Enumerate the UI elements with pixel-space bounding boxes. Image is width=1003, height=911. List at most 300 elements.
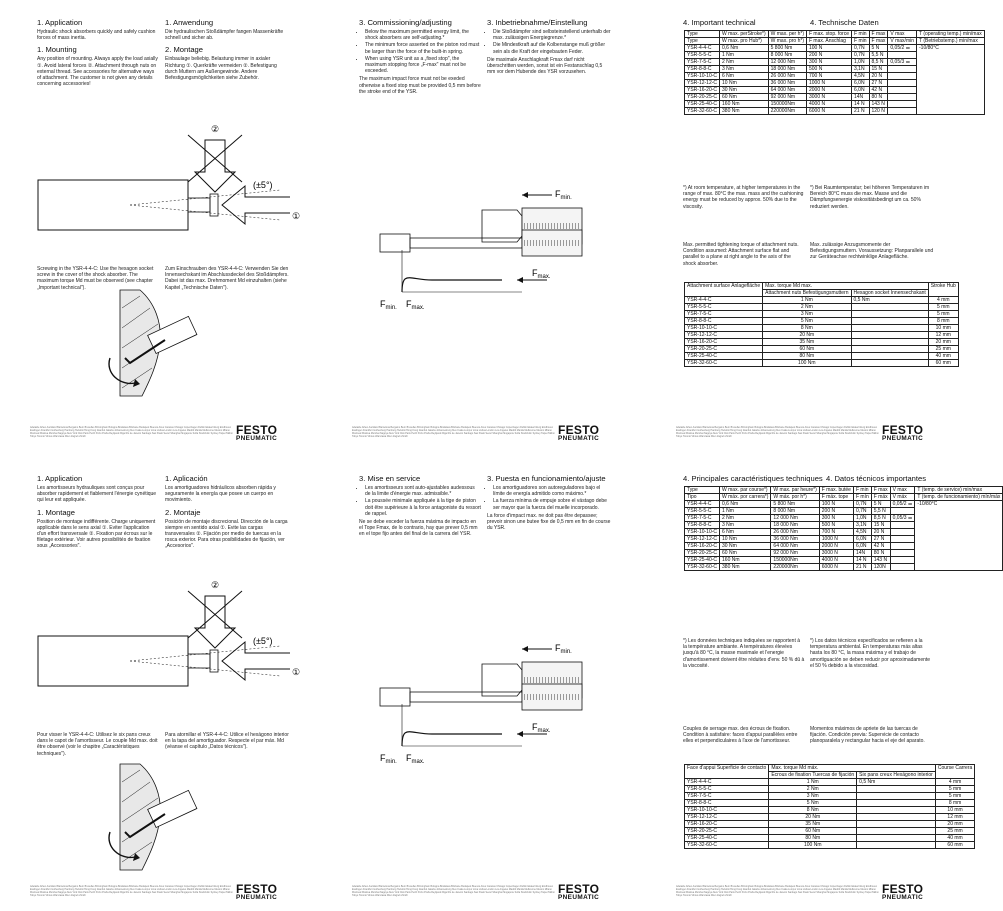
p6-tt-cell-nuts: 3 Nm: [769, 793, 857, 800]
p3-tt-cell-hex: [851, 304, 928, 311]
p1-montage-title: 2. Montage: [165, 45, 203, 55]
p2-bullet-en-1: • The minimum force asserted on the piston rod must be larger than the force of the built-in spring.: [365, 42, 481, 54]
p5-bullet-fr-0: • Les amortisseurs sont auto-ajustables audessous de la limite d'énergie max. admissible.*: [365, 485, 481, 497]
p6-cell-w-stroke: 160 Nm: [720, 557, 771, 564]
p1-num-axial: ①: [292, 211, 301, 221]
p3-title-de: 4. Technische Daten: [810, 18, 879, 27]
p3-cell-f-max: 42 N: [869, 87, 888, 94]
p5-fmin-arrowhead: [522, 646, 528, 652]
p6-cell-w-stroke: 2 Nm: [720, 515, 771, 522]
p5-title-es: 3. Puesta en funcionamiento/ajuste: [487, 474, 606, 483]
p4-aplicacion-title: 1. Aplicación: [165, 474, 208, 483]
p3-cell-v-max: [888, 94, 917, 101]
p3-tt-cell-type: YSR-7-5-C: [685, 311, 763, 318]
p3-cell-f-max: 120 N: [869, 108, 888, 115]
p2-force-diagram: [372, 180, 612, 320]
p3-tech-table: [684, 30, 985, 115]
p6-tt-cell-type: YSR-5-5-C: [685, 786, 769, 793]
p2-fmin-bottom-sub: min.: [385, 305, 397, 311]
p6-tt-h2b: Six pans creux Hexágono interior: [857, 772, 936, 779]
p3-cell-f-max: 15 N: [869, 66, 888, 73]
p3-cell-w-stroke: 2 Nm: [720, 59, 769, 66]
p3-cell-f-stop: 4000 N: [806, 101, 851, 108]
p6-cell-f-stop: 700 N: [819, 529, 853, 536]
p3-th-type: Type: [685, 31, 720, 38]
p3-tt-cell-hex: [851, 339, 928, 346]
table-row: [685, 45, 985, 52]
p6-torque-es: Momentos máximos de apriete de las tuercas de fijación. Condición previa: Supervicie de contacto planoparalela y rectangular hacia el eje del aparato.: [810, 726, 925, 745]
p3-cell-v-max: [888, 66, 917, 73]
p5-lower-rod: [410, 692, 522, 702]
p3-tt-cell-type: YSR-20-25-C: [685, 346, 763, 353]
p3-cell-f-stop: 3000 N: [806, 94, 851, 101]
p5-fmax-label: $F_{max.}$: [532, 722, 551, 734]
p3-cell-f-stop: 700 N: [806, 73, 851, 80]
p3-cell-v-max: [888, 108, 917, 115]
p3-th-type-de: Type: [685, 38, 720, 45]
table-row: [685, 332, 959, 339]
p6-cell-w-stroke: 30 Nm: [720, 543, 771, 550]
p3-th-temp-de: T (Betriebstemp.) min/max: [917, 38, 985, 45]
p3-cell-v-max: [888, 80, 917, 87]
p6-cell-f-stop: 100 N: [819, 501, 853, 508]
p5-col-es: [487, 474, 611, 533]
p4-num-axial: ①: [292, 667, 301, 677]
p4-montaje-text: Posición de montaje discrecional. Dirección de la carga siempre en sentido axial ①. Evite las cargas transversales ②. Fijación por medio de tuercas en la rosca exterior. Para otras posibilidades de fijación, ver „Accesorios".: [165, 518, 288, 550]
p2-force-curve: [402, 278, 502, 292]
p6-note-es: *) Los datos técnicos especificados se refieren a la temperatura ambiental. En temperaturas más altas hasta los 80 °C, la masa máxima y el trabajo de amortiguación se deben reducir por aproximadamente el 50 % debido a la viscosidad.: [810, 638, 931, 669]
p6-tt-cell-hex: [857, 786, 936, 793]
p4-footer-addresses: Adelaide Athen Auckland Barcelona Bergamo Bern Bruxelles Birmingham Bologna Bratislava Brisbane Budapest Buenos Aires Caracas Chicago Copenhagen Dublin Ekaterinburg Eindhoven Esslingen Frankfurt Gothenburg Hamburg Helsinki Hong Kong Istanbul Jakarta Johannesburg Kiev Kuala Lumpur Lima Lisboa London Los Angeles Madrid Manila Melbourne Mexico Milano Montreal Moskva Mumbai Nagoya New York Oslo Paris Perth Porto Praha Reykjavik Riga Rio de Janeiro Santiago Sao Paulo Seoul Shanghai Singapore Sofia Stockholm Sydney Taipei Tallinn Tokyo Toronto Vilnius Warszawa Wien Zagreb Zürich: [30, 885, 233, 897]
p6-tech-tbody: [685, 501, 1003, 571]
p6-cell-type: YSR-5-5-C: [685, 508, 720, 515]
p6-cell-v-max: 0,05/2 ⚌: [890, 501, 915, 508]
p3-tt-cell-hex: 0,5 Nm: [851, 297, 928, 304]
p3-th-wstroke-de: W max. pro Hub*): [720, 38, 769, 45]
p6-cell-f-stop: 500 N: [819, 522, 853, 529]
p6-tt-h3: Course Carrera: [935, 765, 974, 779]
p3-cell-f-max: 8,5 N: [869, 59, 888, 66]
p6-th-wh: W max. par heure*): [771, 487, 819, 494]
p6-cell-w-stroke: 380 Nm: [720, 564, 771, 571]
p6-cell-f-min: 6,0N: [853, 543, 871, 550]
p1-festo-logo: [236, 425, 298, 442]
p2-bullet-en-0: • Below the maximum permitted energy limit, the shock absorbers are self-adjusting.*: [365, 29, 481, 41]
p6-cell-w-hour: 5 800 Nm: [771, 501, 819, 508]
p3-cell-w-hour: 150000Nm: [768, 101, 806, 108]
p3-cell-w-stroke: 6 Nm: [720, 73, 769, 80]
page-5: [352, 466, 632, 906]
p6-th-temp: T (temp. de service) min/max: [915, 487, 1003, 494]
table-row: [685, 304, 959, 311]
p6-cell-f-min: 3,1N: [853, 522, 871, 529]
p6-th-fmin-es: F mín: [853, 494, 871, 501]
p3-tt-cell-nuts: 80 Nm: [763, 353, 851, 360]
p5-fmin-bottom-sub: min.: [385, 759, 397, 765]
p6-cell-f-stop: 6000 N: [819, 564, 853, 571]
p1-montage-text: Einbaulage beliebig. Belastung immer in axialer Richtung ①. Querkräfte vermeiden ②. Befestigung durch Muttern am Außengewinde. Andere Befestigungsmöglichkeiten siehe Zubehör.: [165, 56, 277, 82]
p3-cell-f-min: 14N: [852, 94, 870, 101]
p5-title-fr: 3. Mise en service: [359, 474, 421, 483]
p1-col-de: [165, 18, 289, 83]
p1-screwing-text: Screwing in the YSR-4-4-C: Use the hexagon socket screw in the cover of the shock absorber. The maximum torque Md must be observed (see chapter „Important technical").: [37, 266, 154, 291]
p3-cell-type: YSR-12-12-C: [685, 80, 720, 87]
p3-th-fmin-de: F min: [852, 38, 870, 45]
page-1: [30, 10, 310, 440]
p1-axial-force-arrow: [222, 186, 290, 224]
p5-text-fr: Ne se debe exceder la fuerza máxima de impacto en el Tope Fmax, de lo contrario, hay que prever 0,5 mm en el tope fijo antes del final de la carrera del YSR.: [359, 519, 478, 538]
p6-cell-type: YSR-12-12-C: [685, 536, 720, 543]
p3-tt-cell-nuts: 60 Nm: [763, 346, 851, 353]
p6-cell-f-stop: 4000 N: [819, 557, 853, 564]
p5-bullet-es-0: • Los amortiguadores son autoreguladores bajo el límite de energía admitido como máximo.*: [493, 485, 611, 497]
p3-cell-w-stroke: 60 Nm: [720, 94, 769, 101]
p3-cell-w-hour: 12 000 Nm: [768, 59, 806, 66]
p6-tt-cell-type: YSR-32-60-C: [685, 842, 769, 849]
p3-cell-type: YSR-7-5-C: [685, 59, 720, 66]
p6-tt-cell-stroke: 25 mm: [935, 828, 974, 835]
p6-tt-cell-nuts: 35 Nm: [769, 821, 857, 828]
p5-fmax-sub: max.: [537, 728, 551, 734]
p6-tt-cell-stroke: 20 mm: [935, 821, 974, 828]
p6-cell-w-hour: 8 000 Nm: [771, 508, 819, 515]
table-row: [685, 835, 975, 842]
p3-tt-cell-nuts: 3 Nm: [763, 311, 851, 318]
p2-title-de: 3. Inbetriebnahme/Einstellung: [487, 18, 588, 27]
page-6: [676, 466, 1001, 906]
p5-force-curve: [402, 732, 502, 746]
p6-cell-v-max: [890, 543, 915, 550]
p3-tt-cell-stroke: 8 mm: [928, 318, 958, 325]
table-row: [685, 311, 959, 318]
p6-cell-w-stroke: 10 Nm: [720, 536, 771, 543]
p5-footer-addresses: Adelaide Athen Auckland Barcelona Bergamo Bern Bruxelles Birmingham Bologna Bratislava Brisbane Budapest Buenos Aires Caracas Chicago Copenhagen Dublin Ekaterinburg Eindhoven Esslingen Frankfurt Gothenburg Hamburg Helsinki Hong Kong Istanbul Jakarta Johannesburg Kiev Kuala Lumpur Lima Lisboa London Los Angeles Madrid Manila Melbourne Mexico Milano Montreal Moskva Mumbai Nagoya New York Oslo Paris Perth Porto Praha Reykjavik Riga Rio de Janeiro Santiago Sao Paulo Seoul Shanghai Singapore Sofia Stockholm Sydney Taipei Tallinn Tokyo Toronto Vilnius Warszawa Wien Zagreb Zürich: [352, 885, 555, 897]
p6-tt-h2a: Ecrous de fixation Tuercas de fijación: [769, 772, 857, 779]
p3-th-fstop: F max. stop. force: [806, 31, 851, 38]
p6-th-fstop: F max. butée: [819, 487, 853, 494]
p3-cell-f-stop: 1000 N: [806, 80, 851, 87]
p3-tt-cell-type: YSR-16-20-C: [685, 339, 763, 346]
p6-cell-type: YSR-7-5-C: [685, 515, 720, 522]
p5-lower-piston: [380, 688, 410, 706]
p4-axial-force-arrow: [222, 642, 290, 680]
p2-fmax-sub: max.: [537, 274, 551, 280]
p6-tt-cell-nuts: 1 Nm: [769, 779, 857, 786]
p5-fmax-bottom-sub: max.: [411, 759, 425, 765]
p6-cell-type: YSR-32-60-C: [685, 564, 720, 571]
p3-cell-f-min: 4,5N: [852, 73, 870, 80]
p2-fmin-sub: min.: [560, 195, 572, 201]
p3-cell-f-min: 1,0N: [852, 59, 870, 66]
p2-fmax-label: $F_{max.}$: [532, 268, 551, 280]
p6-tt-cell-type: YSR-20-25-C: [685, 828, 769, 835]
p6-cell-f-stop: 2000 N: [819, 543, 853, 550]
p1-mounting-title: 1. Mounting: [37, 45, 77, 55]
p3-cell-v-max: 0,05/3 ⚌: [888, 59, 917, 66]
p1-mounting-diagram: [30, 120, 300, 250]
p3-cell-f-min: 6,0N: [852, 80, 870, 87]
p3-cell-f-stop: 6000 N: [806, 108, 851, 115]
page-2: [352, 10, 632, 440]
p3-tt-cell-type: YSR-5-5-C: [685, 304, 763, 311]
p6-cell-f-min: 6,0N: [853, 536, 871, 543]
p5-bullet-fr-1: • La poussée minimale appliquée à la tige de piston doit être supérieure à la force antagoniste du ressort de rappel.: [365, 498, 481, 517]
p6-cell-f-min: 14 N: [853, 557, 871, 564]
p3-tt-h3: Stroke Hub: [928, 283, 958, 297]
p2-festo-logo: [558, 425, 620, 442]
p3-th-vmax: V max: [888, 31, 917, 38]
p3-tech-tbody: [685, 45, 985, 115]
p4-num-lateral: ②: [211, 580, 220, 590]
p6-cell-w-hour: 64 000 Nm: [771, 543, 819, 550]
p3-cell-w-stroke: 0,6 Nm: [720, 45, 769, 52]
p6-cell-v-max: [890, 522, 915, 529]
p6-cell-w-hour: 150000Nm: [771, 557, 819, 564]
p3-cell-type: YSR-10-10-C: [685, 73, 720, 80]
p3-cell-type: YSR-25-40-C: [685, 101, 720, 108]
p3-th-wh-de: W max. pro h*): [768, 38, 806, 45]
p1-application-title: 1. Application: [37, 18, 83, 27]
table-row: [685, 821, 975, 828]
p3-note-en: *) At room temperature, at higher temperatures in the range of max. 80°C the max. mass and the cushioning energy must be reduced by approx. 50% due to the viscosity.: [683, 185, 804, 210]
p6-tt-cell-nuts: 80 Nm: [769, 835, 857, 842]
p1-application-text: Hydraulic shock absorbers quickly and safely cushion forces of mass inertia.: [37, 29, 156, 42]
p6-note-fr: *) Les données techniques indiquées se rapportent à la température ambiante. A températures élevées jusqu'à 80 °C, la masse maximale et l'energie d'amortissement doivent être réduites d'env. 50 % dû à la viscosité.: [683, 638, 805, 669]
p3-cell-f-max: 5 N: [869, 45, 888, 52]
p3-cell-v-max: [888, 52, 917, 59]
p6-tt-h1: Face d'appui Superficie de contacto: [685, 765, 769, 779]
p6-title-es: 4. Datos técnicos importantes: [826, 474, 927, 483]
p2-fmax-bottom-sub: max.: [411, 305, 425, 311]
p3-cell-type: YSR-4-4-C: [685, 45, 720, 52]
p3-tt-cell-hex: [851, 332, 928, 339]
p3-tt-cell-nuts: 5 Nm: [763, 318, 851, 325]
p4-application-text: Les amortisseurs hydrauliques sont conçus pour absorber rapidement et fiablement l'énergie cynétique qui leur est appliquée.: [37, 485, 157, 504]
p3-tt-cell-nuts: 100 Nm: [763, 360, 851, 367]
p3-th-fmin: F min: [852, 31, 870, 38]
p1-lateral-force-arrow: [195, 140, 235, 192]
p3-cell-w-hour: 5 800 Nm: [768, 45, 806, 52]
table-row: [685, 297, 959, 304]
p6-tt-cell-type: YSR-10-10-C: [685, 807, 769, 814]
p4-montaje-title: 2. Montaje: [165, 507, 201, 517]
p6-cell-temp: -10/80°C: [915, 501, 1003, 571]
p3-tt-cell-nuts: 8 Nm: [763, 325, 851, 332]
p6-footer-addresses: Adelaide Athen Auckland Barcelona Bergamo Bern Bruxelles Birmingham Bologna Bratislava Brisbane Budapest Buenos Aires Caracas Chicago Copenhagen Dublin Ekaterinburg Eindhoven Esslingen Frankfurt Gothenburg Hamburg Helsinki Hong Kong Istanbul Jakarta Johannesburg Kiev Kuala Lumpur Lima Lisboa London Los Angeles Madrid Manila Melbourne Mexico Milano Montreal Moskva Mumbai Nagoya New York Oslo Paris Perth Porto Praha Reykjavik Riga Rio de Janeiro Santiago Sao Paulo Seoul Shanghai Singapore Sofia Stockholm Sydney Taipei Tallinn Tokyo Toronto Vilnius Warszawa Wien Zagreb Zürich: [676, 885, 879, 897]
p6-tt-cell-stroke: 40 mm: [935, 835, 974, 842]
p3-logo-pneumatic: PNEUMATIC: [882, 435, 924, 442]
p6-th-wstroke: W max. par course*): [720, 487, 771, 494]
p4-col-fr: [37, 474, 159, 552]
p6-tt-cell-hex: 0,5 Nm: [857, 779, 936, 786]
p6-th-fmax-es: F máx: [871, 494, 890, 501]
p6-tt-cell-nuts: 2 Nm: [769, 786, 857, 793]
p3-festo-logo: [882, 425, 944, 442]
p5-fmax-arrowhead: [517, 731, 523, 737]
p6-cell-f-min: 14N: [853, 550, 871, 557]
p6-cell-f-max: 20 N: [871, 529, 890, 536]
p3-cell-w-stroke: 380 Nm: [720, 108, 769, 115]
p1-einschrauben-text: Zum Einschrauben des YSR-4-4-C: Verwenden Sie den Innensechskant im Abschlussdeckel des Stoßdämpfers. Dabei ist das max. Drehmoment Md einzuhalten (siehe Kapitel „Technische Daten").: [165, 266, 289, 291]
p2-fmax-arrowhead: [517, 277, 523, 283]
p2-lower-rod: [410, 238, 522, 248]
p4-screwing-text-es: Para atornillar el YSR-4-4-C: Utilice el hexágono interior en la tapa del amortiguador. Respecte el par máx. Md (véanse el capítulo „Datos técnicos").: [165, 732, 289, 751]
p6-tt-cell-hex: [857, 814, 936, 821]
p6-tt-cell-nuts: 5 Nm: [769, 800, 857, 807]
p2-upper-rod: [482, 210, 522, 242]
p5-col-fr: [359, 474, 481, 540]
p6-tt-h2: Max. torque Md máx.: [769, 765, 935, 772]
p2-fmin-bottom-label: $F_{min.}$: [380, 299, 397, 311]
p3-cell-f-stop: 2000 N: [806, 87, 851, 94]
p3-cell-type: YSR-32-60-C: [685, 108, 720, 115]
p5-force-diagram: [372, 634, 612, 774]
table-row: [685, 353, 959, 360]
p6-cell-f-min: 21 N: [853, 564, 871, 571]
p3-cell-v-max: [888, 101, 917, 108]
p4-absorber-body: [38, 636, 188, 686]
table-row: [685, 325, 959, 332]
p3-cell-f-stop: 200 N: [806, 52, 851, 59]
p3-th-wh: W max. per h*): [768, 31, 806, 38]
table-row: [685, 786, 975, 793]
p6-tt-cell-type: YSR-4-4-C: [685, 779, 769, 786]
p3-note-de: *) Bei Raumtemperatur; bei höheren Temperaturen im Bereich 80°C muss die max. Masse und die Dämpfungsenergie viskositätsbedingt um ca. 50% reduziert werden.: [810, 185, 930, 210]
p2-footer-addresses: Adelaide Athen Auckland Barcelona Bergamo Bern Bruxelles Birmingham Bologna Bratislava Brisbane Budapest Buenos Aires Caracas Chicago Copenhagen Dublin Ekaterinburg Eindhoven Esslingen Frankfurt Gothenburg Hamburg Helsinki Hong Kong Istanbul Jakarta Johannesburg Kiev Kuala Lumpur Lima Lisboa London Los Angeles Madrid Manila Melbourne Mexico Milano Montreal Moskva Mumbai Nagoya New York Oslo Paris Perth Porto Praha Reykjavik Riga Rio de Janeiro Santiago Sao Paulo Seoul Shanghai Singapore Sofia Stockholm Sydney Taipei Tallinn Tokyo Toronto Vilnius Warszawa Wien Zagreb Zürich: [352, 426, 555, 438]
p6-torque-table: [684, 764, 975, 849]
p6-tt-cell-hex: [857, 807, 936, 814]
p3-torque-table: [684, 282, 959, 367]
p2-logo-festo: FESTO: [558, 423, 600, 437]
p3-th-temp: T (operating temp.) min/max: [917, 31, 985, 38]
p6-tt-cell-stroke: 5 mm: [935, 786, 974, 793]
p6-cell-w-hour: 12 000 Nm: [771, 515, 819, 522]
p2-bullet-de-0: • Die Stoßdämpfer sind selbsteinstellend unterhalb der max. zulässigen Energiegrenze.*: [493, 29, 611, 41]
p3-tt-cell-type: YSR-12-12-C: [685, 332, 763, 339]
p6-tt-cell-stroke: 8 mm: [935, 800, 974, 807]
p6-th-type-es: Tipo: [685, 494, 720, 501]
p6-tech-table: [684, 486, 1003, 571]
p6-tt-cell-type: YSR-7-5-C: [685, 793, 769, 800]
p3-cell-f-max: 20 N: [869, 73, 888, 80]
p3-footer: [676, 425, 946, 441]
p3-tt-cell-type: YSR-32-60-C: [685, 360, 763, 367]
p6-tt-cell-hex: [857, 793, 936, 800]
p3-cell-f-stop: 300 N: [806, 59, 851, 66]
p5-bullet-es-1: • La fuerza mínima de empuje sobre el vástago debe ser mayor que la fuerza del muelle incorporado.: [493, 498, 611, 510]
p6-cell-f-max: 80 N: [871, 550, 890, 557]
p3-cell-f-min: 6,0N: [852, 87, 870, 94]
p6-th-vmax-es: V máx: [890, 494, 915, 501]
p3-cell-f-min: 21 N: [852, 108, 870, 115]
p5-fmin-label: $F_{min.}$: [555, 643, 572, 655]
p3-cell-temp: -10/80°C: [917, 45, 985, 115]
p6-th-fmax: F max: [871, 487, 890, 494]
p3-tt-cell-hex: [851, 325, 928, 332]
p3-tt-cell-nuts: 1 Nm: [763, 297, 851, 304]
p6-tt-cell-type: YSR-12-12-C: [685, 814, 769, 821]
p6-th-type: Type: [685, 487, 720, 494]
table-row: [685, 793, 975, 800]
p6-cell-f-stop: 300 N: [819, 515, 853, 522]
p3-tt-cell-stroke: 60 mm: [928, 360, 958, 367]
p3-cell-v-max: [888, 87, 917, 94]
p6-cell-w-stroke: 6 Nm: [720, 529, 771, 536]
p6-cell-v-max: [890, 550, 915, 557]
p3-tt-cell-stroke: 4 mm: [928, 297, 958, 304]
p6-tt-cell-nuts: 20 Nm: [769, 814, 857, 821]
p6-tt-cell-stroke: 4 mm: [935, 779, 974, 786]
p6-cell-type: YSR-8-8-C: [685, 522, 720, 529]
p3-cell-type: YSR-20-25-C: [685, 94, 720, 101]
p4-montage-text: Position de montage indifférente. Charge uniquement applicable dans le sens axial ①. Eviter l'application d'un effort transversale ②. Fixation par écrous sur le filetage extérieur. Voir autres possibilités de fixation sous „Accessories".: [37, 518, 156, 550]
p3-cell-w-hour: 26 000 Nm: [768, 73, 806, 80]
p3-cell-w-stroke: 3 Nm: [720, 66, 769, 73]
p3-tt-cell-stroke: 12 mm: [928, 332, 958, 339]
p1-footer: [30, 425, 300, 441]
p3-tt-cell-stroke: 20 mm: [928, 339, 958, 346]
p6-th-wstroke-es: W máx. por carrera*): [720, 494, 771, 501]
p3-th-vmax-de: V max/min: [888, 38, 917, 45]
p3-cell-w-hour: 92 000 Nm: [768, 94, 806, 101]
p6-tt-cell-nuts: 100 Nm: [769, 842, 857, 849]
p6-cell-v-max: [890, 564, 915, 571]
p6-th-vmax: V max: [890, 487, 915, 494]
p2-logo-pneumatic: PNEUMATIC: [558, 435, 600, 442]
table-row: [685, 779, 975, 786]
p6-cell-f-max: 5,5 N: [871, 508, 890, 515]
p6-cell-w-hour: 36 000 Nm: [771, 536, 819, 543]
p6-cell-w-hour: 18 000 Nm: [771, 522, 819, 529]
p6-cell-w-stroke: 1 Nm: [720, 508, 771, 515]
p6-cell-f-stop: 1000 N: [819, 536, 853, 543]
p4-col-es: [165, 474, 289, 552]
p3-cell-w-hour: 220000Nm: [768, 108, 806, 115]
p3-title-en: 4. Important technical: [683, 18, 756, 27]
p6-torque-fr: Couples de serrage max. des écrous de fixation. Condition à satisfaire: faces d'appui parallèles entre elles et perpendiculaires à l'axe de l'amortisseur.: [683, 726, 798, 745]
p5-fmax-bottom-label: $F_{max.}$: [406, 753, 425, 765]
p3-cell-f-max: 27 N: [869, 80, 888, 87]
p5-fmin-sub: min.: [560, 649, 572, 655]
p4-screwing-text-fr: Pour visser le YSR-4-4-C: Utilisez le six pans creux dans le capot de l'amortisseur. Le couple Md max. doit être observé (voir le chapitre „Caractéristiques techniques").: [37, 732, 158, 757]
p6-cell-f-min: 4,5N: [853, 529, 871, 536]
p6-cell-w-hour: 220000Nm: [771, 564, 819, 571]
p1-mounting-text: Any position of mounting. Always apply the load axially ①. Avoid lateral forces ②. Attachment through nuts on external thread. See accessories for alternative ways of attachment. The customer is not given any details concerning accessories!: [37, 56, 158, 88]
table-row: [685, 360, 959, 367]
p3-cell-w-stroke: 1 Nm: [720, 52, 769, 59]
page-4: [30, 466, 310, 906]
p6-title-fr: 4. Principales caractéristiques techniques: [683, 474, 823, 483]
p5-footer: [352, 884, 622, 900]
p6-cell-f-max: 120N: [871, 564, 890, 571]
p6-cell-f-max: 5 N: [871, 501, 890, 508]
p3-torque-de: Max. zulässige Anzugsmomente der Befestigungsmuttern. Voraussetzung: Planparallele und zur Geräteachse rechtwinklige Anlagefläche.: [810, 242, 934, 261]
table-row: [685, 814, 975, 821]
p3-cell-f-stop: 500 N: [806, 66, 851, 73]
p3-tt-cell-hex: [851, 318, 928, 325]
p4-absorber-rod: [188, 654, 210, 668]
p3-cell-f-min: 0,7N: [852, 45, 870, 52]
p3-th-fmax: F max: [869, 31, 888, 38]
p3-cell-v-max: [888, 73, 917, 80]
p6-festo-logo: [882, 884, 944, 901]
p3-torque-tbody: [685, 297, 959, 367]
p5-fmin-bottom-label: $F_{min.}$: [380, 753, 397, 765]
p3-th-fmax-de: F max: [869, 38, 888, 45]
p3-cell-w-stroke: 160 Nm: [720, 101, 769, 108]
p1-logo-pneumatic: PNEUMATIC: [236, 435, 278, 442]
p1-col-en: [37, 18, 159, 89]
